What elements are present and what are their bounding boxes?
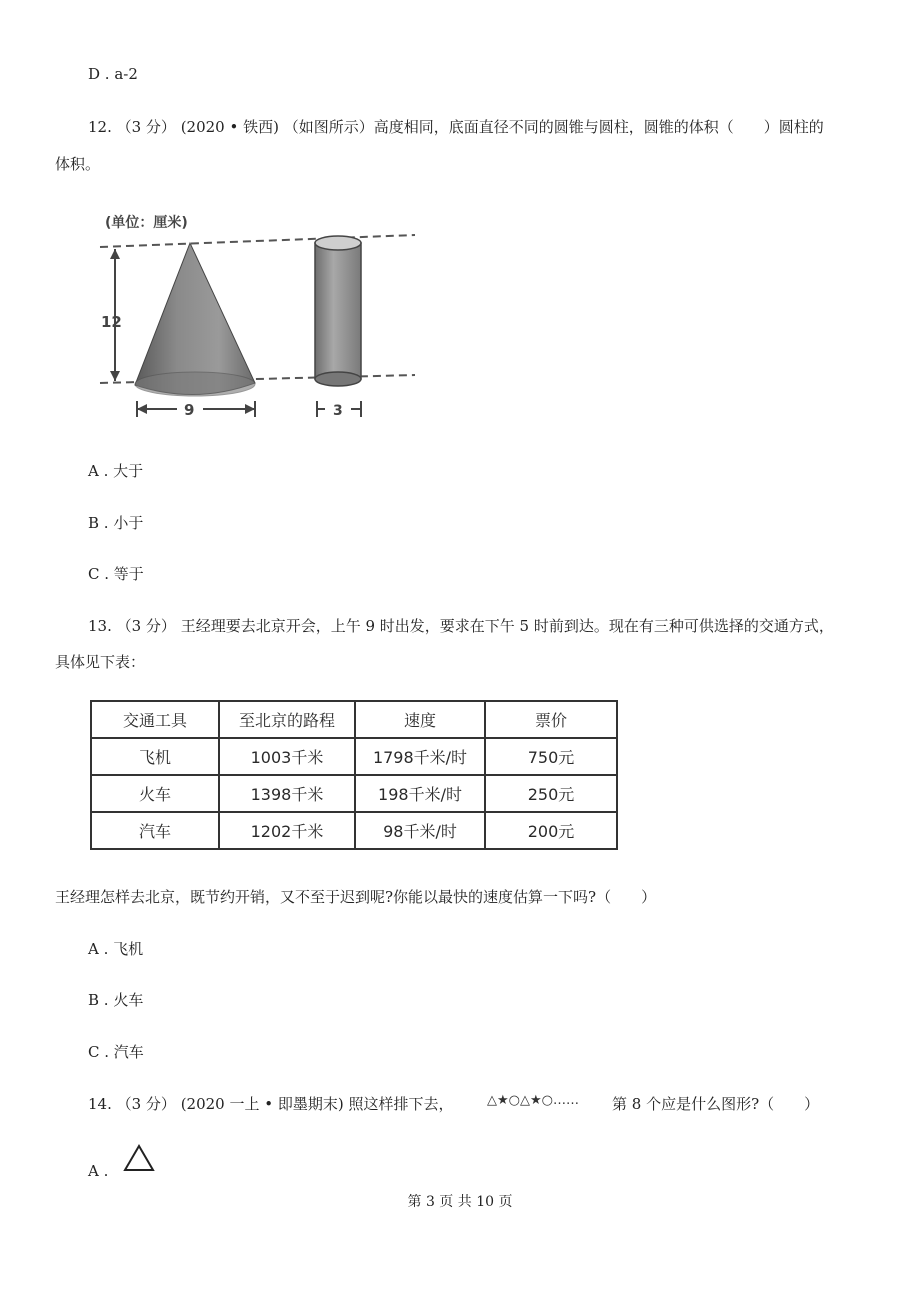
table-cell: 1003千米 <box>219 738 355 775</box>
q13-stem-line2: 具体见下表： <box>55 653 146 671</box>
transport-table <box>90 700 618 850</box>
q12-option-a[interactable]: A . 大于 <box>88 462 144 480</box>
table-cell: 1798千米/时 <box>355 738 485 775</box>
table-cell: 198千米/时 <box>355 775 485 812</box>
q14-option-a-label[interactable]: A . <box>88 1162 109 1180</box>
q12-stem-line2: 体积。 <box>55 155 101 173</box>
table-cell: 火车 <box>91 775 219 812</box>
q11-option-d[interactable]: D . a-2 <box>88 65 138 83</box>
cylinder-diameter-label: 3 <box>333 403 343 419</box>
table-cell: 98千米/时 <box>355 812 485 849</box>
height-label: 12 <box>101 313 122 331</box>
q12-option-c[interactable]: C . 等于 <box>88 565 144 583</box>
q12-stem-line1: 12. （3 分） (2020 • 铁西) （如图所示）高度相同，底面直径不同的圆锥与圆柱，圆锥的体积（ ）圆柱的 <box>88 118 824 136</box>
table-row <box>91 812 617 849</box>
table-cell: 250元 <box>485 775 617 812</box>
table-header-cell: 交通工具 <box>91 701 219 738</box>
page-footer: 第 3 页 共 10 页 <box>407 1194 513 1210</box>
cone-diameter-label: 9 <box>184 401 195 419</box>
table-cell: 750元 <box>485 738 617 775</box>
table-row <box>91 775 617 812</box>
q13-stem-line1: 13. （3 分） 王经理要去北京开会，上午 9 时出发，要求在下午 5 时前到达。现在有三种可供选择的交通方式， <box>88 617 834 635</box>
table-header-row <box>91 701 617 738</box>
table-header-cell: 至北京的路程 <box>219 701 355 738</box>
q14-stem-suffix: 第 8 个应是什么图形?（ ） <box>612 1095 820 1113</box>
table-cell: 汽车 <box>91 812 219 849</box>
table-cell: 1398千米 <box>219 775 355 812</box>
unit-label: (单位：厘米) <box>105 215 188 231</box>
q13-option-c[interactable]: C . 汽车 <box>88 1043 144 1061</box>
table-cell: 1202千米 <box>219 812 355 849</box>
q13-question: 王经理怎样去北京，既节约开销，又不至于迟到呢?你能以最快的速度估算一下吗?（ ） <box>55 888 657 906</box>
q13-option-b[interactable]: B . 火车 <box>88 991 144 1009</box>
table-header-cell: 票价 <box>485 701 617 738</box>
cone-cylinder-figure <box>95 205 425 430</box>
shape-sequence: △★○△★○…… <box>487 1093 579 1108</box>
table-header-cell: 速度 <box>355 701 485 738</box>
q13-option-a[interactable]: A . 飞机 <box>88 940 144 958</box>
table-cell: 飞机 <box>91 738 219 775</box>
q12-option-b[interactable]: B . 小于 <box>88 514 144 532</box>
triangle-icon[interactable] <box>122 1143 156 1177</box>
table-row <box>91 738 617 775</box>
table-cell: 200元 <box>485 812 617 849</box>
q14-stem-prefix: 14. （3 分） (2020 一上 • 即墨期末) 照这样排下去， <box>88 1095 454 1113</box>
